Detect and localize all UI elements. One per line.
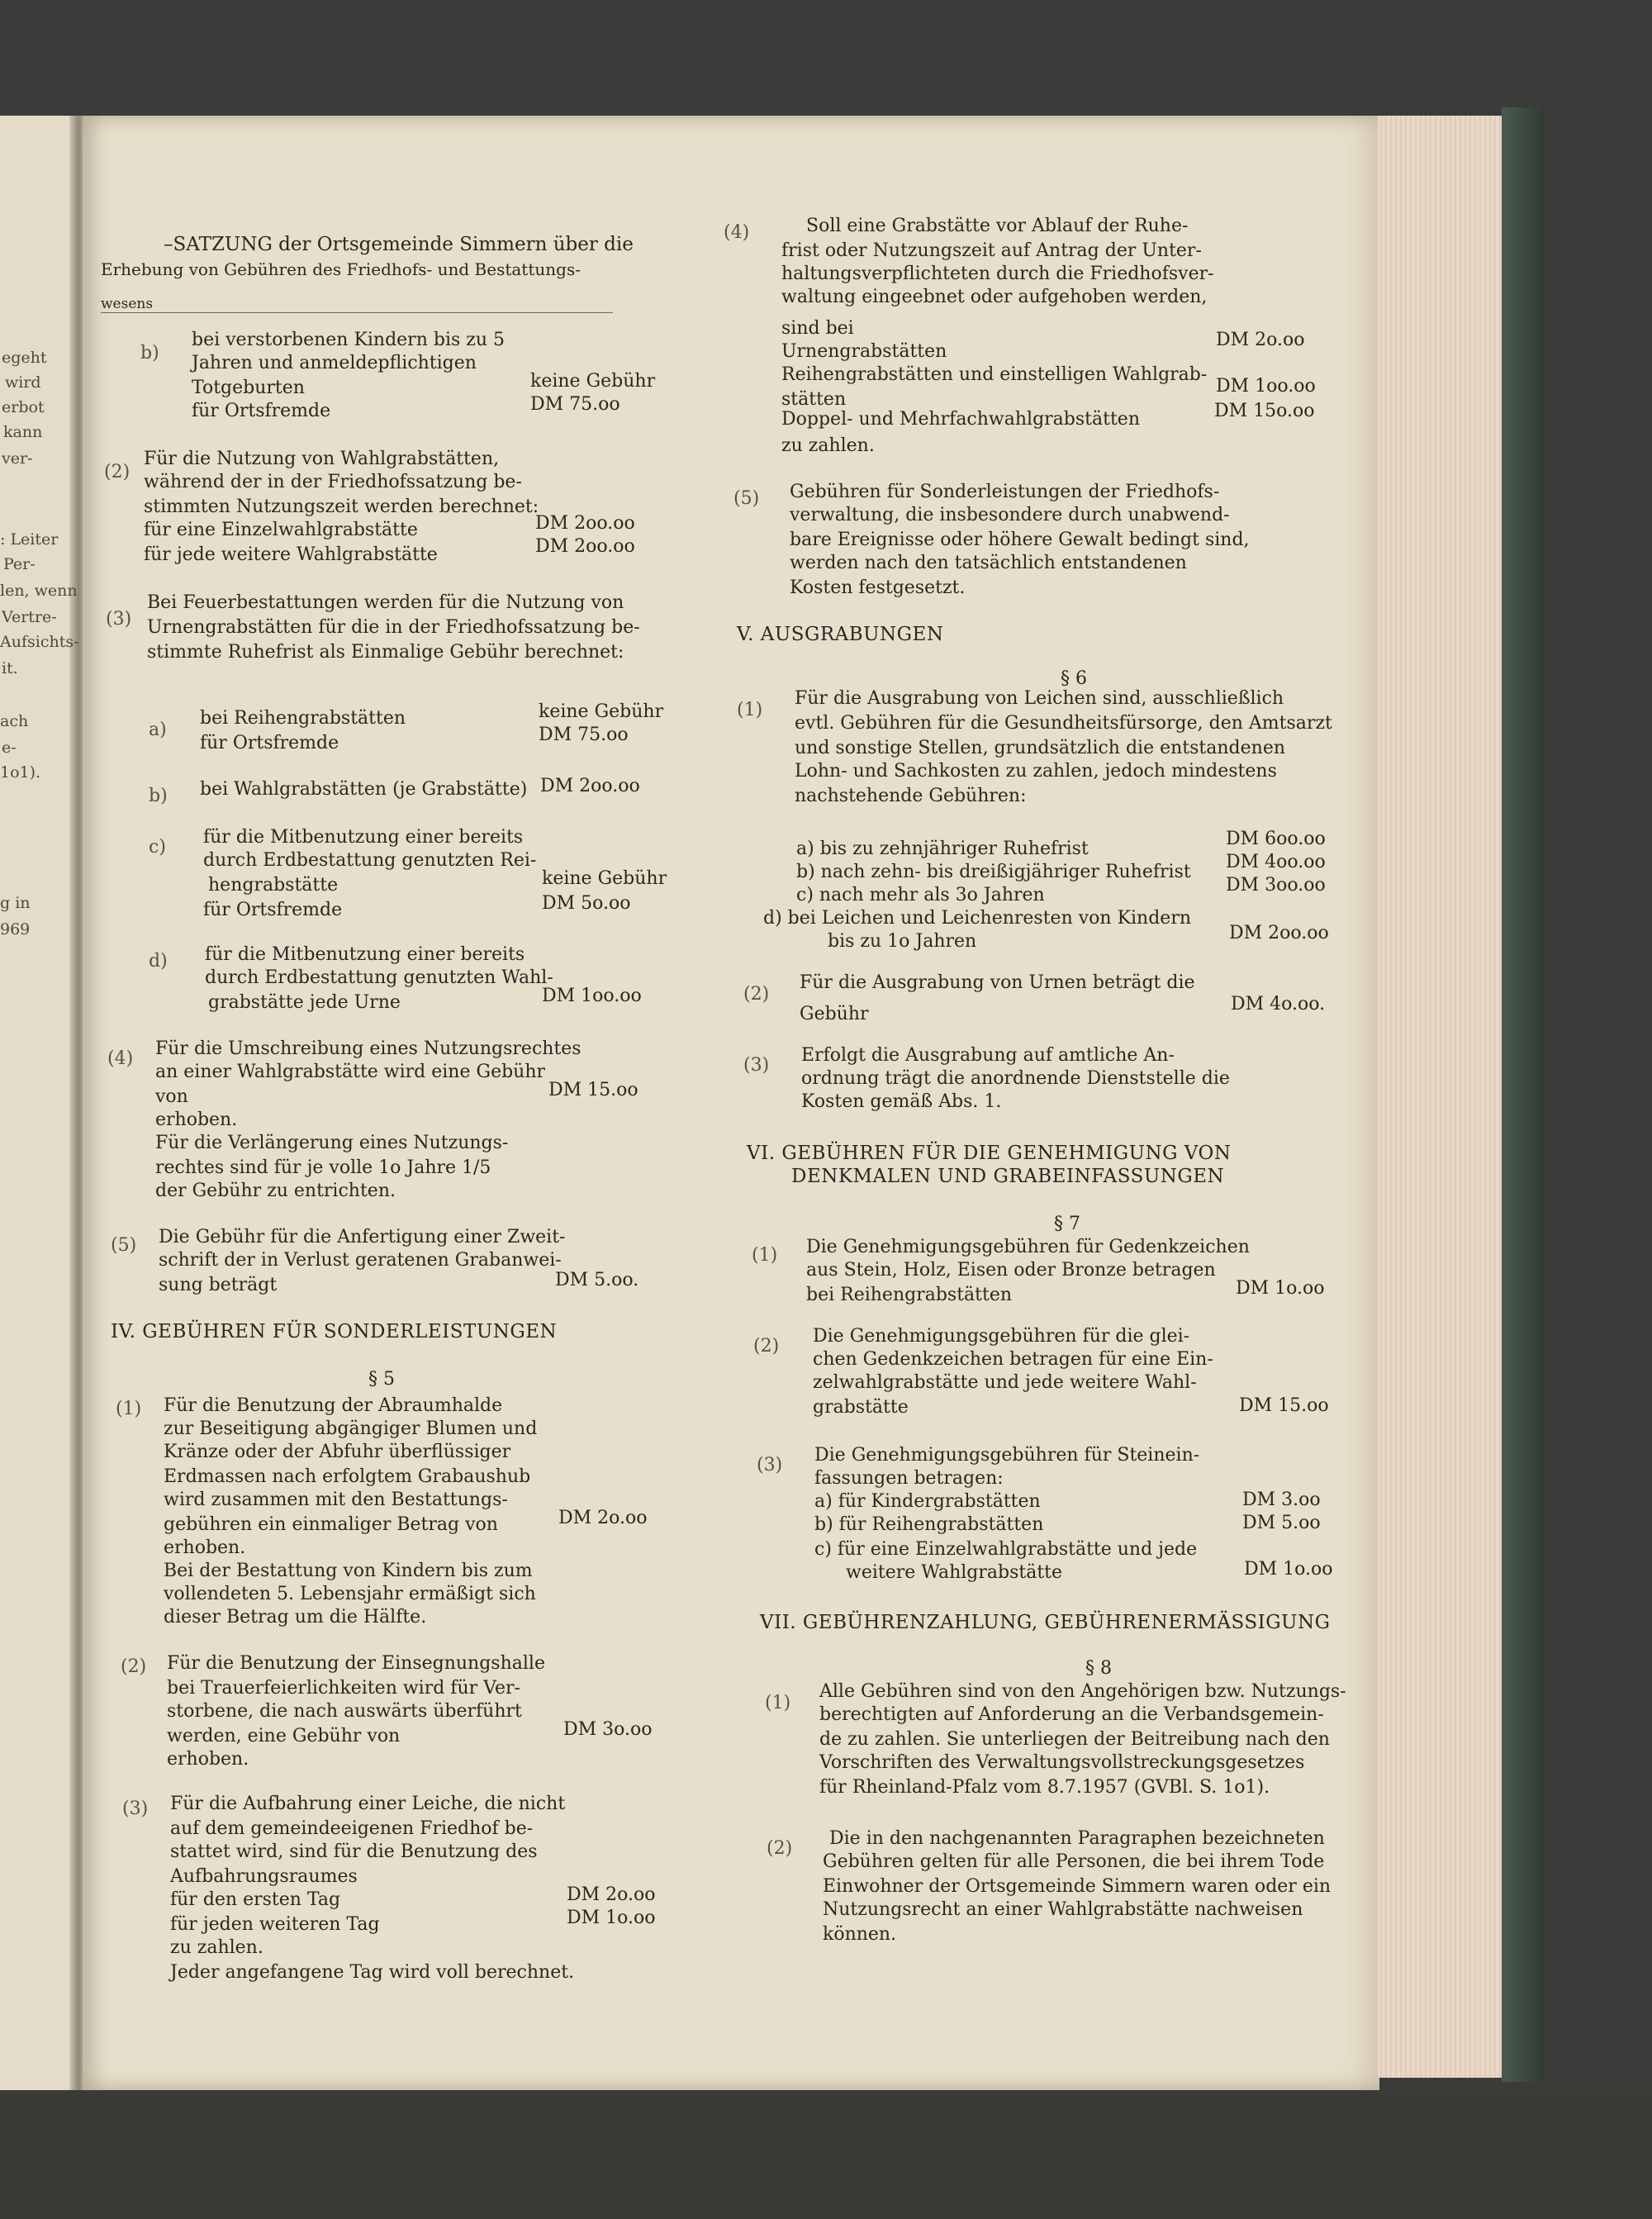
- text-line: Kosten gemäß Abs. 1.: [801, 1091, 1002, 1112]
- text-line: Gebühr: [800, 1004, 869, 1024]
- text-line: haltungsverpflichteten durch die Friedhofsver-: [781, 264, 1214, 284]
- paragraph-number: (1): [116, 1399, 142, 1419]
- paragraph-number: (1): [765, 1693, 791, 1713]
- text-line: c) für eine Einzelwahlgrabstätte und jede: [814, 1539, 1198, 1560]
- text-line: grabstätte jede Urne: [208, 992, 401, 1013]
- paragraph-number: (2): [753, 1336, 780, 1357]
- text-line: von: [155, 1086, 188, 1107]
- fee-amount: DM 4o.oo.: [1231, 994, 1326, 1014]
- text-line: durch Erdbestattung genutzten Wahl-: [205, 967, 553, 988]
- text-line: Die Gebühr für die Anfertigung einer Zweit-: [159, 1227, 566, 1247]
- list-item: d) bei Leichen und Leichenresten von Kindern: [763, 908, 1191, 929]
- paragraph-number: (3): [743, 1055, 770, 1076]
- text-line: Lohn- und Sachkosten zu zahlen, jedoch mindestens: [795, 761, 1277, 782]
- text-line: Die Genehmigungsgebühren für Steinein-: [814, 1445, 1200, 1466]
- text-line: werden nach den tatsächlich entstandenen: [790, 553, 1187, 573]
- fee-amount: DM 5o.oo: [542, 893, 631, 914]
- margin-fragment: : Leiter: [0, 530, 59, 549]
- text-line: für jede weitere Wahlgrabstätte: [144, 544, 438, 565]
- text-line: für Rheinland-Pfalz vom 8.7.1957 (GVBl. S. 1o1).: [819, 1777, 1270, 1798]
- text-line: gebühren ein einmaliger Betrag von: [164, 1514, 498, 1535]
- text-line: erhoben.: [167, 1749, 249, 1770]
- fee-amount: DM 5.oo.: [555, 1270, 639, 1290]
- margin-fragment: it.: [2, 659, 18, 677]
- text-line: Jahren und anmeldepflichtigen: [192, 353, 477, 373]
- text-line: stätten: [781, 389, 847, 410]
- section-heading: VI. GEBÜHREN FÜR DIE GENEHMIGUNG VON: [747, 1143, 1232, 1164]
- text-line: bei verstorbenen Kindern bis zu 5: [192, 330, 506, 350]
- text-line: Für die Umschreibung eines Nutzungsrechtes: [155, 1038, 582, 1059]
- section-heading: IV. GEBÜHREN FÜR SONDERLEISTUNGEN: [111, 1321, 558, 1342]
- text-line: erhoben.: [164, 1537, 246, 1558]
- text-line: durch Erdbestattung genutzten Rei-: [203, 850, 537, 871]
- text-line: Urnengrabstätten für die in der Friedhofssatzung be-: [147, 617, 640, 638]
- item-label: b): [140, 343, 159, 363]
- text-line: Bei der Bestattung von Kindern bis zum: [164, 1561, 533, 1581]
- text-line: a) für Kindergrabstätten: [814, 1491, 1041, 1512]
- paragraph-number: (2): [121, 1656, 147, 1677]
- list-item: c) nach mehr als 3o Jahren: [796, 885, 1045, 905]
- text-line: Die Genehmigungsgebühren für Gedenkzeichen: [806, 1237, 1250, 1257]
- text-line: verwaltung, die insbesondere durch unabwend-: [790, 505, 1230, 525]
- paragraph-number: (3): [106, 609, 132, 630]
- list-item: b) nach zehn- bis dreißigjähriger Ruhefrist: [796, 862, 1191, 882]
- text-line: können.: [823, 1924, 897, 1945]
- text-line: evtl. Gebühren für die Gesundheitsfürsorge, den Amtsarzt: [795, 713, 1332, 734]
- text-line: fassungen betragen:: [814, 1468, 1004, 1489]
- fee-amount: DM 6oo.oo: [1226, 829, 1326, 849]
- text-line: sind bei: [781, 318, 854, 339]
- header-rule: [101, 312, 613, 313]
- text-line: an einer Wahlgrabstätte wird eine Gebühr: [155, 1062, 546, 1082]
- text-line: für Ortsfremde: [200, 733, 339, 753]
- text-line: zur Beseitigung abgängiger Blumen und: [164, 1418, 538, 1439]
- fee-amount: DM 2o.oo: [567, 1884, 656, 1905]
- fee-amount: DM 15.oo: [1239, 1395, 1329, 1416]
- fee-amount: DM 1o.oo: [1244, 1559, 1333, 1580]
- paragraph-title: § 8: [1085, 1658, 1112, 1679]
- text-line: Urnengrabstätten: [781, 341, 947, 362]
- text-line: Für die Ausgrabung von Leichen sind, ausschließlich: [795, 688, 1284, 709]
- text-line: Soll eine Grabstätte vor Ablauf der Ruhe-: [806, 216, 1189, 236]
- fee-amount: DM 15.oo: [548, 1080, 638, 1100]
- paragraph-number: (2): [743, 984, 770, 1005]
- text-line: für Ortsfremde: [203, 900, 343, 920]
- item-label: c): [149, 837, 166, 858]
- paragraph-title: § 5: [368, 1369, 395, 1390]
- text-line: erhoben.: [155, 1110, 238, 1130]
- paragraph-number: (2): [767, 1838, 793, 1859]
- paragraph-number: (3): [757, 1455, 783, 1475]
- fee-amount: DM 2o.oo: [558, 1508, 648, 1528]
- fee-amount: DM 3oo.oo: [1226, 875, 1326, 896]
- text-line: Für die Nutzung von Wahlgrabstätten,: [144, 449, 500, 469]
- header-line: Erhebung von Gebühren des Friedhofs- und Bestattungs-: [101, 259, 581, 279]
- item-label: a): [149, 720, 167, 740]
- fee-amount: DM 3o.oo: [563, 1719, 653, 1740]
- text-line: Erdmassen nach erfolgtem Grabaushub: [164, 1466, 531, 1487]
- text-line: Reihengrabstätten und einstelligen Wahlgrab-: [781, 364, 1208, 385]
- text-line: aus Stein, Holz, Eisen oder Bronze betragen: [806, 1260, 1216, 1281]
- text-line: berechtigten auf Anforderung an die Verbandsgemein-: [819, 1704, 1324, 1725]
- fee-amount: DM 2oo.oo: [535, 513, 635, 534]
- text-line: rechtes sind für je volle 1o Jahre 1/5: [155, 1157, 491, 1178]
- paragraph-number: (4): [107, 1048, 134, 1069]
- text-line: schrift der in Verlust geratenen Grabanwei-: [159, 1250, 562, 1271]
- text-line: zu zahlen.: [781, 435, 875, 456]
- text-line: Für die Verlängerung eines Nutzungs-: [155, 1133, 509, 1153]
- text-line: Bei Feuerbestattungen werden für die Nutzung von: [147, 592, 624, 613]
- text-line: Totgeburten: [192, 378, 305, 398]
- margin-fragment: Vertre-: [2, 608, 57, 626]
- item-label: b): [149, 786, 168, 806]
- text-line: bare Ereignisse oder höhere Gewalt bedingt sind,: [790, 530, 1250, 550]
- text-line: für den ersten Tag: [170, 1889, 341, 1910]
- text-line: b) für Reihengrabstätten: [814, 1514, 1044, 1535]
- text-line: bei Reihengrabstätten: [806, 1285, 1013, 1305]
- text-line: nachstehende Gebühren:: [795, 786, 1027, 806]
- margin-fragment: len, wenn: [0, 582, 78, 600]
- text-line: Gebühren gelten für alle Personen, die bei ihrem Tode: [823, 1851, 1325, 1872]
- text-line: grabstätte: [813, 1397, 909, 1418]
- paragraph-number: (1): [752, 1245, 778, 1266]
- margin-fragment: ver-: [2, 449, 33, 468]
- fee-amount: DM 2oo.oo: [535, 536, 635, 557]
- fee-amount: DM 1oo.oo: [1216, 376, 1316, 397]
- text-line: ordnung trägt die anordnende Dienststelle die: [801, 1068, 1230, 1089]
- text-line: bei Trauerfeierlichkeiten wird für Ver-: [167, 1678, 520, 1699]
- scanner-bed: [0, 2090, 1652, 2219]
- text-line: waltung eingeebnet oder aufgehoben werden,: [781, 287, 1208, 307]
- fee-amount: DM 2oo.oo: [540, 776, 640, 796]
- paragraph-number: (5): [733, 488, 760, 509]
- text-line: stimmten Nutzungszeit werden berechnet:: [144, 497, 539, 517]
- list-item: bis zu 1o Jahren: [828, 931, 977, 952]
- margin-fragment: erbot: [2, 398, 45, 416]
- text-line: de zu zahlen. Sie unterliegen der Beitreibung nach den: [819, 1729, 1330, 1750]
- text-line: bei Reihengrabstätten: [200, 708, 406, 729]
- book-cover-board: [1502, 107, 1545, 2082]
- text-line: zelwahlgrabstätte und jede weitere Wahl-: [813, 1372, 1197, 1393]
- text-line: Für die Ausgrabung von Urnen beträgt die: [800, 972, 1195, 993]
- section-heading: VII. GEBÜHRENZAHLUNG, GEBÜHRENERMÄSSIGUNG: [760, 1612, 1331, 1633]
- fee-amount: keine Gebühr: [539, 701, 664, 722]
- paragraph-number: (3): [122, 1798, 149, 1819]
- text-line: während der in der Friedhofssatzung be-: [144, 472, 522, 492]
- margin-fragment: 1o1).: [0, 763, 41, 782]
- text-line: für jeden weiteren Tag: [170, 1914, 380, 1935]
- text-line: vollendeten 5. Lebensjahr ermäßigt sich: [164, 1584, 536, 1604]
- text-line: werden, eine Gebühr von: [167, 1726, 401, 1746]
- paragraph-number: (5): [111, 1235, 137, 1256]
- text-line: Doppel- und Mehrfachwahlgrabstätten: [781, 409, 1140, 430]
- item-label: d): [149, 951, 168, 972]
- fee-amount: DM 75.oo: [539, 725, 629, 745]
- paragraph-number: (2): [104, 462, 131, 482]
- fee-amount: DM 3.oo: [1242, 1490, 1321, 1510]
- text-line: für eine Einzelwahlgrabstätte: [144, 520, 418, 540]
- margin-fragment: g in: [0, 894, 31, 912]
- text-line: frist oder Nutzungszeit auf Antrag der Unter-: [781, 240, 1202, 261]
- text-line: Kosten festgesetzt.: [790, 577, 966, 598]
- text-line: zu zahlen.: [170, 1937, 263, 1958]
- text-line: Alle Gebühren sind von den Angehörigen bzw. Nutzungs-: [819, 1681, 1346, 1702]
- paragraph-number: (1): [737, 700, 763, 720]
- text-line: stimmte Ruhefrist als Einmalige Gebühr berechnet:: [147, 642, 624, 663]
- paragraph-number: (4): [724, 222, 750, 243]
- fee-amount: DM 4oo.oo: [1226, 852, 1326, 872]
- fee-amount: DM 5.oo: [1242, 1513, 1321, 1533]
- text-line: Die Genehmigungsgebühren für die glei-: [813, 1326, 1190, 1347]
- margin-fragment: Aufsichts-: [0, 633, 79, 651]
- text-line: Jeder angefangene Tag wird voll berechnet.: [170, 1962, 575, 1983]
- text-line: Für die Benutzung der Einsegnungshalle: [167, 1653, 545, 1674]
- margin-fragment: wird: [5, 373, 41, 392]
- margin-fragment: e-: [2, 739, 17, 757]
- text-line: Einwohner der Ortsgemeinde Simmern waren oder ein: [823, 1876, 1332, 1897]
- text-line: für die Mitbenutzung einer bereits: [205, 944, 525, 965]
- text-line: bei Wahlgrabstätten (je Grabstätte): [200, 779, 528, 800]
- margin-fragment: Per-: [3, 555, 36, 573]
- text-line: sung beträgt: [159, 1275, 278, 1295]
- text-line: Die in den nachgenannten Paragraphen bezeichneten: [829, 1828, 1325, 1849]
- text-line: für Ortsfremde: [192, 401, 331, 421]
- fee-amount: DM 2oo.oo: [1229, 923, 1329, 943]
- text-line: Gebühren für Sonderleistungen der Friedhofs-: [790, 482, 1220, 502]
- margin-fragment: 969: [0, 920, 31, 938]
- list-item: a) bis zu zehnjähriger Ruhefrist: [796, 839, 1089, 859]
- text-line: Kränze oder der Abfuhr überflüssiger: [164, 1442, 511, 1462]
- header-line: wesens: [101, 296, 154, 312]
- paragraph-title: § 6: [1061, 668, 1087, 689]
- fee-amount: DM 15o.oo: [1214, 401, 1315, 421]
- text-line: wird zusammen mit den Bestattungs-: [164, 1490, 508, 1510]
- text-line: Aufbahrungsraumes: [170, 1866, 358, 1887]
- text-line: Vorschriften des Verwaltungsvollstreckungsgesetzes: [819, 1752, 1305, 1773]
- fee-amount: DM 75.oo: [530, 394, 620, 415]
- text-line: stattet wird, sind für die Benutzung des: [170, 1841, 538, 1862]
- margin-fragment: ach: [0, 712, 29, 730]
- fee-amount: keine Gebühr: [542, 868, 667, 889]
- text-line: weitere Wahlgrabstätte: [846, 1562, 1063, 1583]
- text-line: chen Gedenkzeichen betragen für eine Ein-: [813, 1349, 1213, 1370]
- text-line: der Gebühr zu entrichten.: [155, 1181, 396, 1201]
- fee-amount: DM 2o.oo: [1216, 330, 1305, 350]
- margin-fragment: egeht: [2, 349, 47, 367]
- text-line: für die Mitbenutzung einer bereits: [203, 827, 524, 848]
- margin-fragment: kann: [3, 423, 43, 441]
- text-line: hengrabstätte: [208, 875, 339, 896]
- header-line: –SATZUNG der Ortsgemeinde Simmern über die: [164, 234, 634, 255]
- text-line: auf dem gemeindeeigenen Friedhof be-: [170, 1818, 534, 1839]
- text-line: dieser Betrag um die Hälfte.: [164, 1607, 427, 1627]
- fee-amount: keine Gebühr: [530, 371, 656, 392]
- text-line: Nutzungsrecht an einer Wahlgrabstätte nachweisen: [823, 1899, 1303, 1920]
- paragraph-title: § 7: [1054, 1214, 1080, 1234]
- fee-amount: DM 1oo.oo: [542, 986, 642, 1006]
- text-line: Erfolgt die Ausgrabung auf amtliche An-: [801, 1045, 1175, 1066]
- fee-amount: DM 1o.oo: [1236, 1278, 1325, 1299]
- text-line: und sonstige Stellen, grundsätzlich die entstandenen: [795, 738, 1286, 758]
- section-heading: V. AUSGRABUNGEN: [737, 624, 944, 645]
- text-line: Für die Benutzung der Abraumhalde: [164, 1395, 503, 1416]
- text-line: storbene, die nach auswärts überführt: [167, 1701, 522, 1722]
- page-block-edges: [1378, 116, 1502, 2078]
- text-line: Für die Aufbahrung einer Leiche, die nicht: [170, 1794, 566, 1814]
- fee-amount: DM 1o.oo: [567, 1908, 656, 1928]
- section-heading: DENKMALEN UND GRABEINFASSUNGEN: [791, 1166, 1225, 1187]
